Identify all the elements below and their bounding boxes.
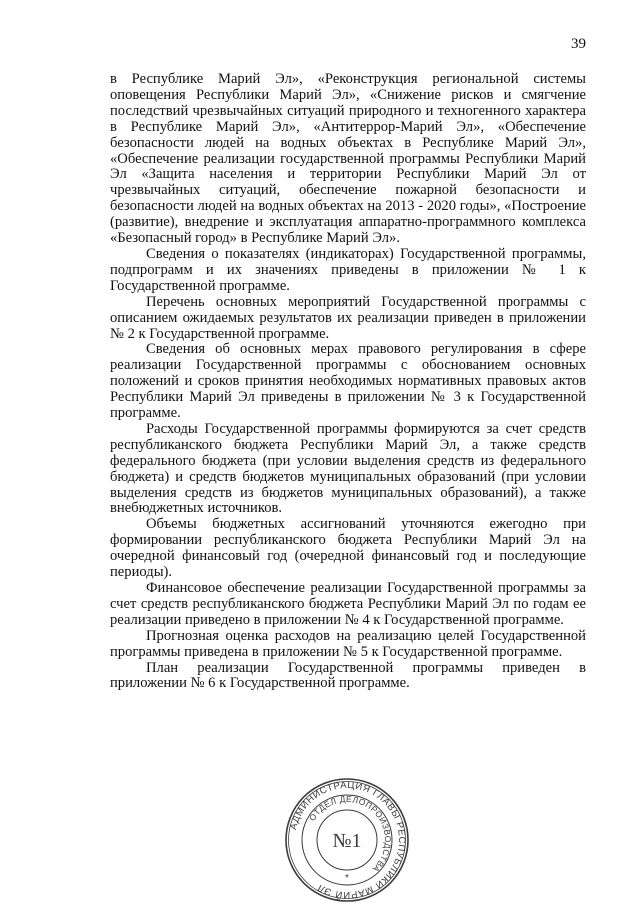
paragraph-forecast: Прогнозная оценка расходов на реализацию целей Государственной программы приведена в приложении № 5 к Государственной программе. [110,627,586,660]
paragraph-continuation: в Республике Марий Эл», «Реконструкция региональной системы оповещения Республики Марий Эл», «Снижение рисков и смягчение последствий чрезвычайных ситуаций природного и техногенного характера в Республике Марий Эл», «Антитеррор-Марий Эл», «Обеспечение безопасности людей на водных объектах в Республике Марий Эл», «Обеспечение реализации государственной программы Республики Марий Эл «Защита населения и территории Республики Марий Эл от чрезвычайных ситуаций, обеспечение пожарной безопасности и безопасности людей на водных объектах на 2013 - 2020 годы», «Построение (развитие), внедрение и эксплуатация аппаратно-программного комплекса «Безопасный город» в Республике Марий Эл». [110,71,586,247]
paragraph-indicators: Сведения о показателях (индикаторах) Государственной программы, подпрограмм и их значениях приведены в приложении № 1 к Государственной программе. [110,245,586,294]
stamp-inner-text: ОТДЕЛ ДЕЛОПРОИЗВОДСТВА [306,793,394,875]
stamp-outer-text: АДМИНИСТРАЦИЯ ГЛАВЫ РЕСПУБЛИКИ МАРИЙ ЭЛ [288,779,408,901]
stamp-star: * [345,873,349,884]
paragraph-budget-allocations: Объемы бюджетных ассигнований уточняются ежегодно при формировании республиканского бюджета Республики Марий Эл на очередной финансовый год (очередной финансовый год и последующие периоды). [110,516,586,581]
document-body [110,72,586,692]
office-stamp [284,777,410,903]
stamp-seal-graphic [284,777,410,903]
paragraph-implementation-plan: План реализации Государственной программы приведен в приложении № 6 к Государственной программе. [110,659,586,692]
stamp-center-text: №1 [332,830,362,852]
paragraph-financial-support: Финансовое обеспечение реализации Государственной программы за счет средств республиканского бюджета Республики Марий Эл по годам ее реализации приведено в приложении № 4 к Государственной программе. [110,580,586,628]
page-number: 39 [571,36,586,52]
paragraph-main-activities: Перечень основных мероприятий Государственной программы с описанием ожидаемых результатов их реализации приведен в приложении № 2 к Государственной программе. [110,293,586,342]
paragraph-legal-regulation: Сведения об основных мерах правового регулирования в сфере реализации Государственной программы с обоснованием основных положений и сроков принятия необходимых нормативных правовых актов Республики Марий Эл приведены в приложении № 3 к Государственной программе. [110,341,586,422]
paragraph-expenses: Расходы Государственной программы формируются за счет средств республиканского бюджета Республики Марий Эл, а также средств федерального бюджета (при условии выделения средств из федерального бюджета) и средств бюджетов муниципальных образований (при условии выделения средств из бюджетов муниципальных образований), а также внебюджетных источников. [110,420,586,517]
